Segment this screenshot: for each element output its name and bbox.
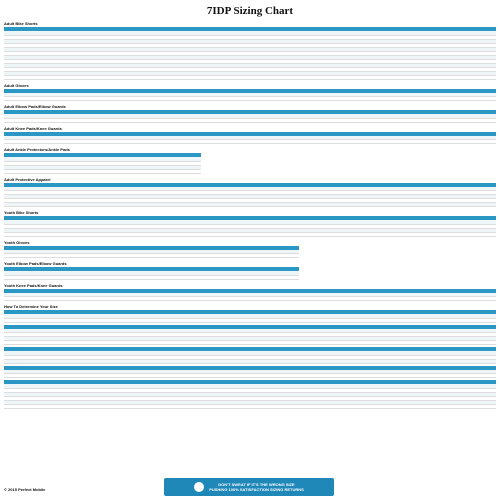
section-title: Adult Gloves [4,82,29,88]
section-adult-elbow-pads [4,104,496,123]
section-adult-knee-pads [4,126,496,145]
copyright-text: © 2015 Perfect Mobile [4,487,46,492]
section-adult-protective-apparel [4,177,496,208]
section-title: Youth Elbow Pads/Elbow Guards [4,261,67,266]
size-table [4,183,496,208]
page-title: 7IDP Sizing Chart [206,5,294,17]
section-adult-ankle-pads [4,147,496,174]
section-youth-knee-pads [4,283,496,302]
section-title: Adult Ankle Protectors/Ankle Pads [4,147,70,152]
size-table [4,110,496,123]
measure-table [4,325,496,346]
size-table [4,267,299,280]
sizing-chart-page [4,4,496,496]
banner-text [209,482,304,492]
size-table [4,246,299,259]
banner-line-2: PUSHING 100% SATISFACTION SIZING RETURNS [209,487,304,492]
size-table [4,89,496,102]
section-youth-elbow-pads [4,261,496,280]
measure-table [4,310,496,323]
size-table [4,289,496,302]
section-adult-bike-shorts [4,21,496,80]
banner-line-1: DON'T SWEAT IF IT'S THE WRONG SIZE [218,482,295,487]
measure-table [4,347,496,364]
measure-table [4,380,496,409]
section-adult-gloves [4,83,496,102]
size-table [4,153,201,174]
section-title: Adult Bike Shorts [4,21,38,26]
size-table [4,216,496,237]
section-youth-gloves [4,240,496,259]
returns-banner [164,478,334,496]
section-how-to-measure [4,304,496,409]
section-title: Youth Gloves [4,239,30,245]
size-table [4,132,496,145]
section-title: Adult Protective Apparel [4,176,51,182]
section-title: Adult Elbow Pads/Elbow Guards [4,104,66,109]
section-title: How To Determine Your Size [4,304,58,309]
size-table [4,27,496,80]
measure-table [4,366,496,379]
section-title: Adult Knee Pads/Knee Guards [4,125,62,131]
logo-icon [194,482,204,492]
section-title: Youth Knee Pads/Knee Guards [4,282,63,288]
section-title: Youth Bike Shorts [4,210,39,215]
section-youth-bike-shorts [4,210,496,237]
